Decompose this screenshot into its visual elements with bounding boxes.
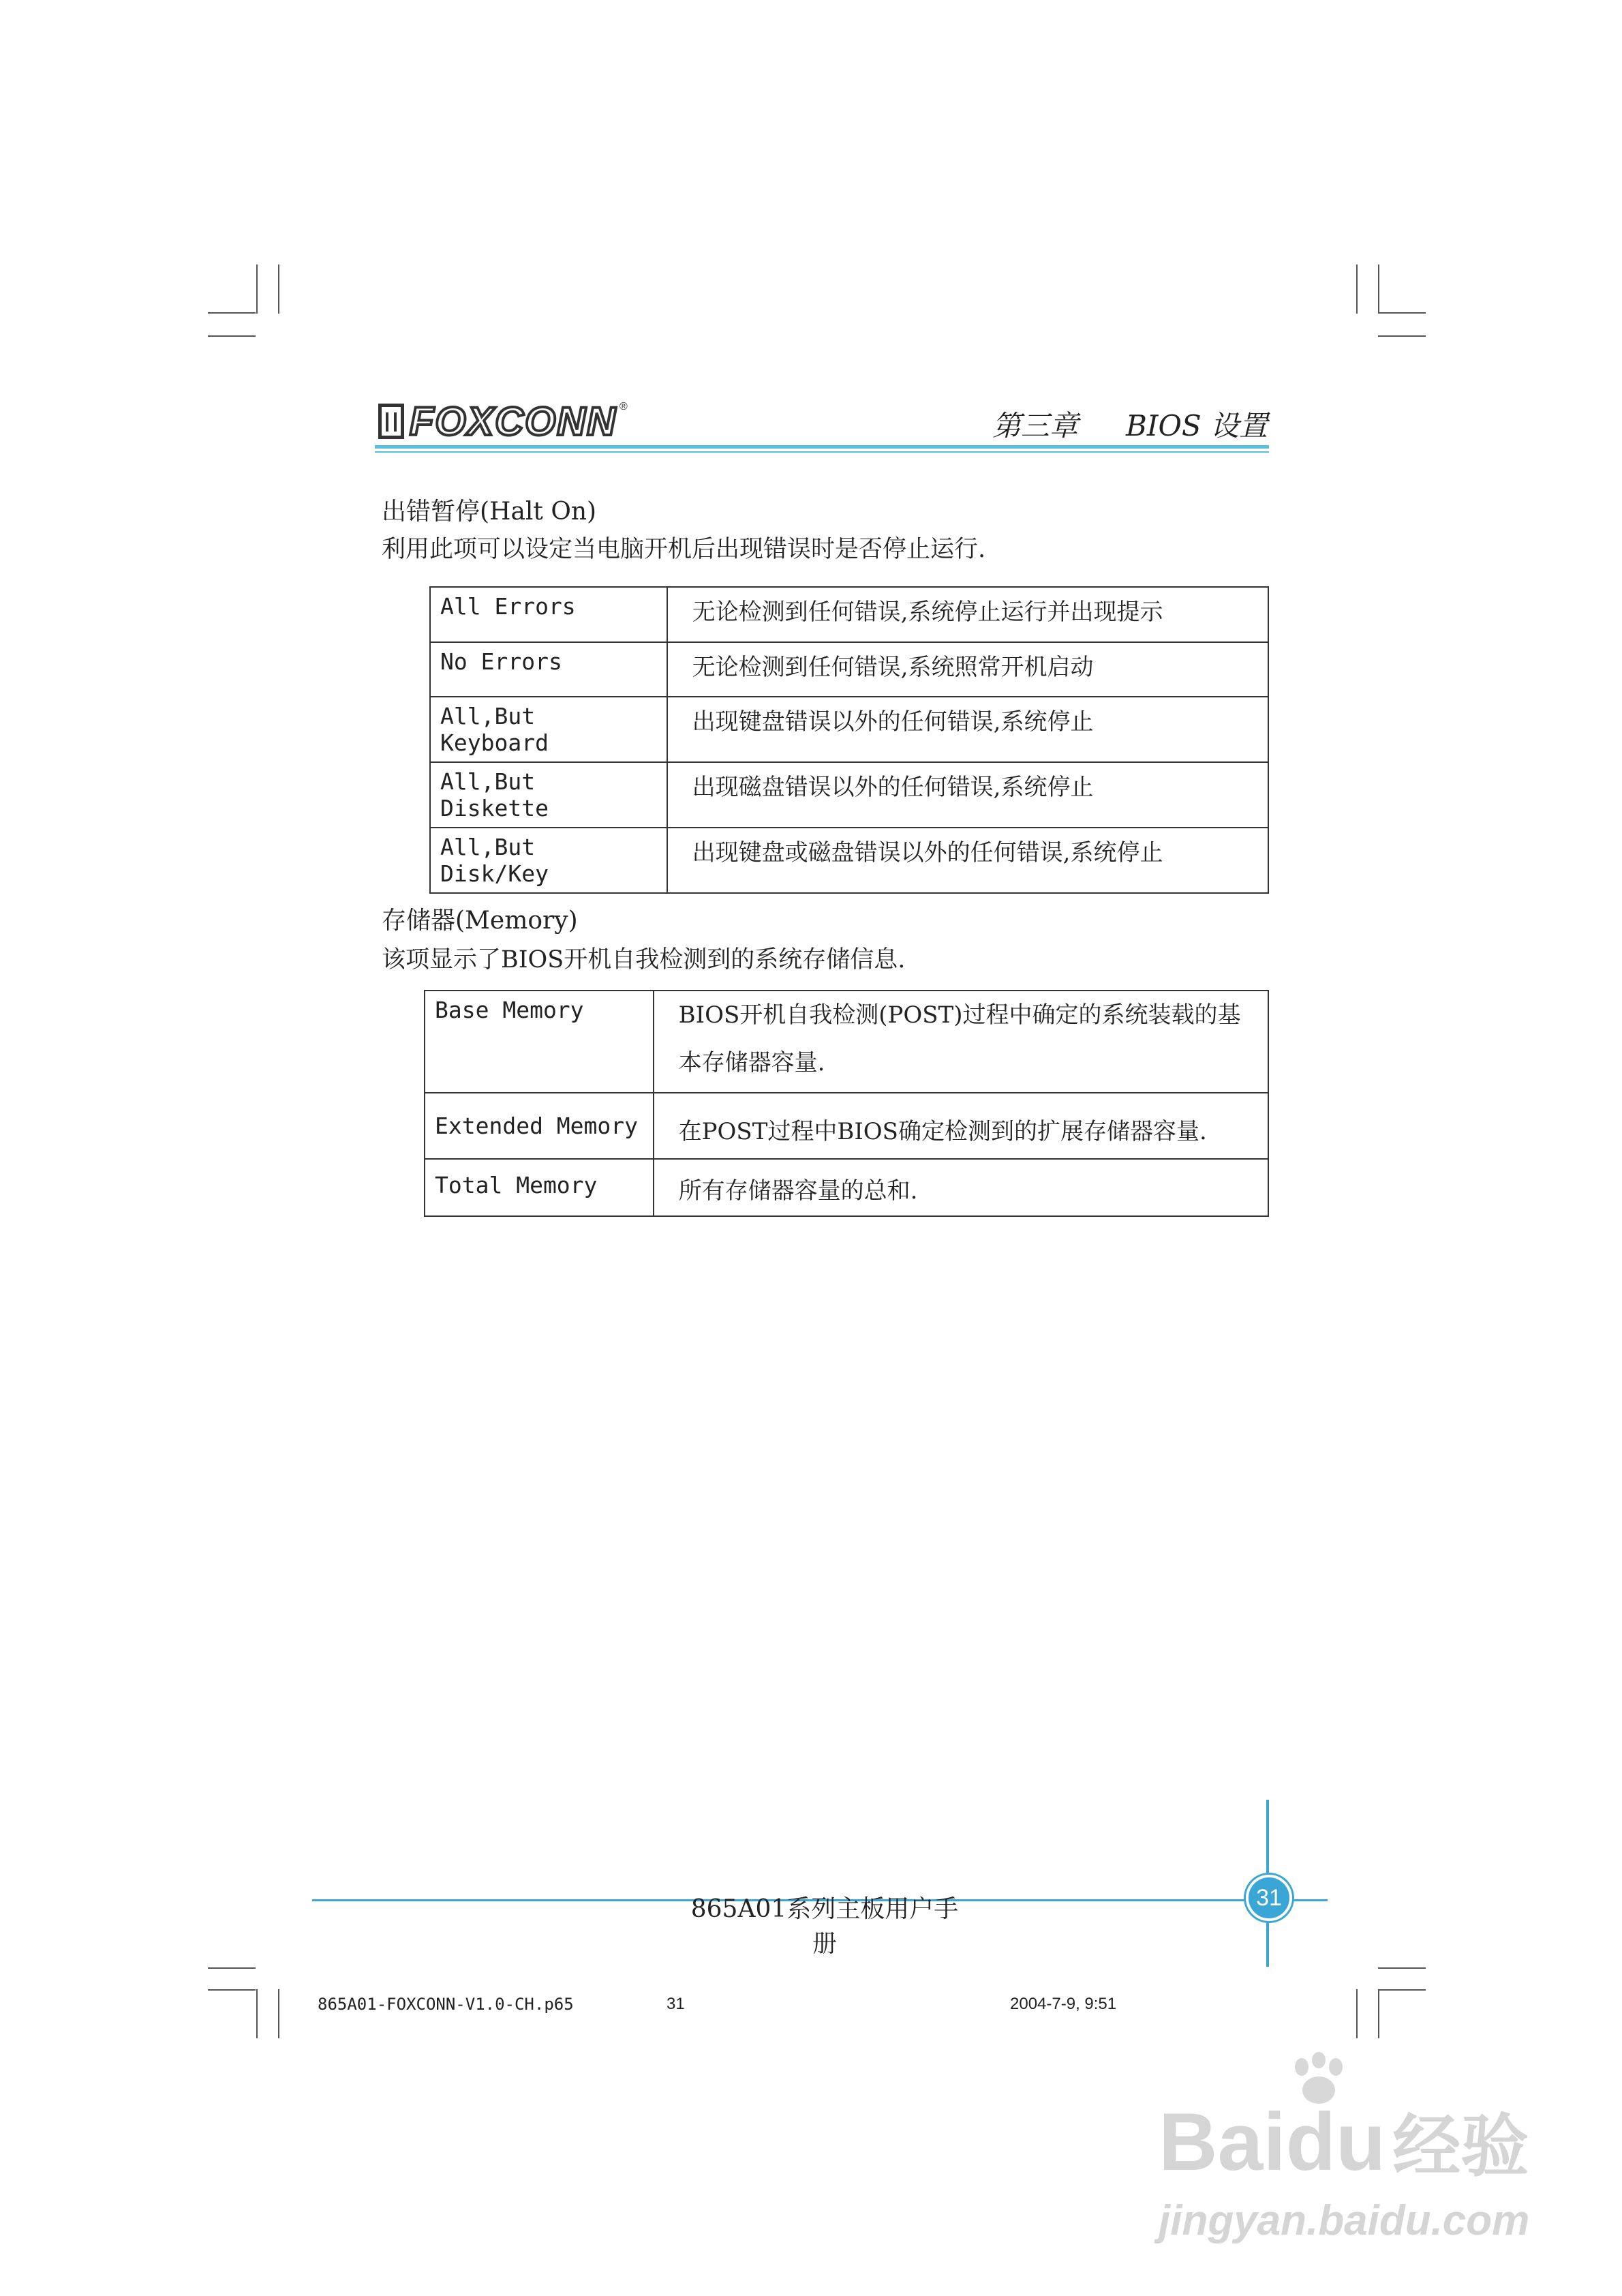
watermark-brand-b: du — [1285, 2096, 1386, 2188]
description-cell: 出现键盘错误以外的任何错误,系统停止 — [667, 697, 1268, 762]
option-cell: All Errors — [430, 587, 667, 642]
manual-title: 865A01系列主板用户手册 — [690, 1895, 959, 1958]
watermark-brand — [1159, 2096, 1529, 2188]
crop-mark — [208, 1989, 256, 1991]
halt-on-table — [429, 586, 1269, 894]
description-cell — [654, 991, 1268, 1093]
crop-mark — [208, 1967, 256, 1969]
crop-mark — [278, 1989, 279, 2038]
slug-page: 31 — [667, 1995, 685, 2013]
description-cell: 所有存储器容量的总和. — [654, 1159, 1268, 1216]
crop-mark — [256, 265, 258, 314]
page-number-badge: 31 — [1246, 1875, 1292, 1921]
registered-mark: ® — [619, 401, 628, 412]
option-cell: All,But Keyboard — [430, 697, 667, 762]
crop-mark — [1378, 312, 1426, 314]
header-rule — [375, 445, 1269, 449]
option-cell: All,But Disk/Key — [430, 828, 667, 893]
slug-date: 2004-7-9, 9:51 — [1010, 1995, 1117, 2013]
description-cell: 出现磁盘错误以外的任何错误,系统停止 — [667, 762, 1268, 828]
description-cell: 无论检测到任何错误,系统照常开机启动 — [667, 642, 1268, 697]
table-row — [430, 642, 1268, 697]
crop-mark — [1356, 1989, 1358, 2038]
halt-on-title: 出错暂停(Halt On) — [382, 498, 597, 526]
crop-mark — [1356, 265, 1358, 314]
crop-mark — [1378, 1989, 1426, 1991]
description-cell: 在POST过程中BIOS确定检测到的扩展存储器容量. — [654, 1093, 1268, 1159]
watermark-url: jingyan.baidu.com — [1159, 2197, 1530, 2244]
option-cell: All,But Diskette — [430, 762, 667, 828]
crop-mark — [278, 265, 279, 314]
option-cell: Extended Memory — [425, 1093, 654, 1159]
logo-mark-icon — [378, 404, 404, 439]
chapter-number: 第三章 — [992, 409, 1078, 442]
crop-mark — [208, 335, 256, 337]
crop-mark — [1378, 1989, 1379, 2038]
table-row — [425, 1093, 1268, 1159]
logo-text: FOXCONN — [410, 399, 617, 444]
table-row — [430, 762, 1268, 828]
description-line: BIOS开机自我检测(POST)过程中确定的系统装载的基 — [678, 1001, 1241, 1029]
table-row — [425, 991, 1268, 1093]
option-cell: No Errors — [430, 642, 667, 697]
crop-mark — [1378, 265, 1379, 314]
description-cell: 无论检测到任何错误,系统停止运行并出现提示 — [667, 587, 1268, 642]
memory-title: 存储器(Memory) — [382, 907, 578, 935]
chapter-heading — [992, 404, 1268, 444]
description-line: 本存储器容量. — [678, 1049, 825, 1076]
header-rule-thin — [375, 451, 1269, 453]
crop-mark — [1378, 335, 1426, 337]
crop-mark — [208, 312, 256, 314]
description-cell: 出现键盘或磁盘错误以外的任何错误,系统停止 — [667, 828, 1268, 893]
crop-mark — [256, 1989, 258, 2038]
watermark-brand-cn: 经验 — [1392, 2106, 1529, 2186]
table-row — [425, 1159, 1268, 1216]
memory-description: 该项显示了BIOS开机自我检测到的系统存储信息. — [382, 946, 906, 973]
crop-mark — [1378, 1967, 1426, 1969]
option-cell: Base Memory — [425, 991, 654, 1093]
slug-filename: 865A01-FOXCONN-V1.0-CH.p65 — [318, 1995, 574, 2014]
foxconn-logo — [378, 401, 628, 442]
table-row — [430, 697, 1268, 762]
chapter-title: BIOS 设置 — [1125, 409, 1268, 442]
halt-on-description: 利用此项可以设定当电脑开机后出现错误时是否停止运行. — [382, 536, 986, 563]
watermark-brand-a: Bai — [1159, 2096, 1286, 2188]
table-row — [430, 828, 1268, 893]
memory-table — [424, 990, 1269, 1217]
table-row — [430, 587, 1268, 642]
option-cell: Total Memory — [425, 1159, 654, 1216]
